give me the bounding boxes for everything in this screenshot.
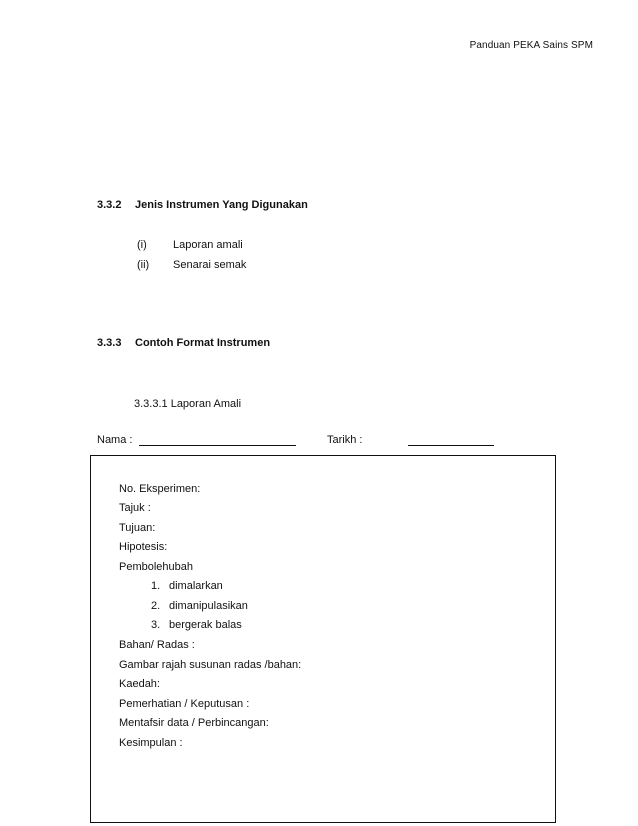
instrument-item-1: [137, 239, 243, 251]
field-pembolehubah: Pembolehubah: [119, 561, 194, 573]
variable-item-3: [151, 619, 242, 631]
variable-item-1: [151, 580, 223, 592]
field-gambar-rajah: Gambar rajah susunan radas /bahan:: [119, 659, 302, 671]
section-number: 3.3.2: [97, 199, 122, 211]
section-title: Contoh Format Instrumen: [135, 337, 271, 349]
variable-number: 3.: [151, 619, 161, 631]
tarikh-line: [408, 445, 494, 446]
variable-number: 2.: [151, 600, 161, 612]
field-mentafsir: Mentafsir data / Perbincangan:: [119, 717, 269, 729]
variable-label: dimalarkan: [169, 580, 223, 592]
subsection-title: 3.3.3.1 Laporan Amali: [134, 398, 242, 410]
section-3-3-2: [97, 199, 308, 211]
page-header: Panduan PEKA Sains SPM: [469, 40, 593, 51]
roman-numeral: (ii): [137, 259, 150, 271]
nama-label: Nama :: [97, 434, 133, 446]
field-kaedah: Kaedah:: [119, 678, 160, 690]
section-3-3-3: [97, 337, 270, 349]
variable-label: bergerak balas: [169, 619, 242, 631]
nama-line: [139, 445, 296, 446]
section-title: Jenis Instrumen Yang Digunakan: [135, 199, 308, 211]
field-tujuan: Tujuan:: [119, 522, 156, 534]
variable-number: 1.: [151, 580, 161, 592]
field-hipotesis: Hipotesis:: [119, 541, 168, 553]
field-pemerhatian: Pemerhatian / Keputusan :: [119, 698, 250, 710]
variable-label: dimanipulasikan: [169, 600, 248, 612]
roman-numeral: (i): [137, 239, 147, 251]
instrument-item-2: [137, 259, 246, 271]
field-kesimpulan: Kesimpulan :: [119, 737, 183, 749]
field-tajuk: Tajuk :: [119, 502, 151, 514]
section-number: 3.3.3: [97, 337, 122, 349]
field-bahan-radas: Bahan/ Radas :: [119, 639, 195, 651]
variable-item-2: [151, 600, 248, 612]
tarikh-label: Tarikh :: [327, 434, 363, 446]
report-form-box: [90, 455, 556, 823]
instrument-label: Laporan amali: [173, 239, 243, 251]
field-no-eksperimen: No. Eksperimen:: [119, 483, 201, 495]
instrument-label: Senarai semak: [173, 259, 247, 271]
